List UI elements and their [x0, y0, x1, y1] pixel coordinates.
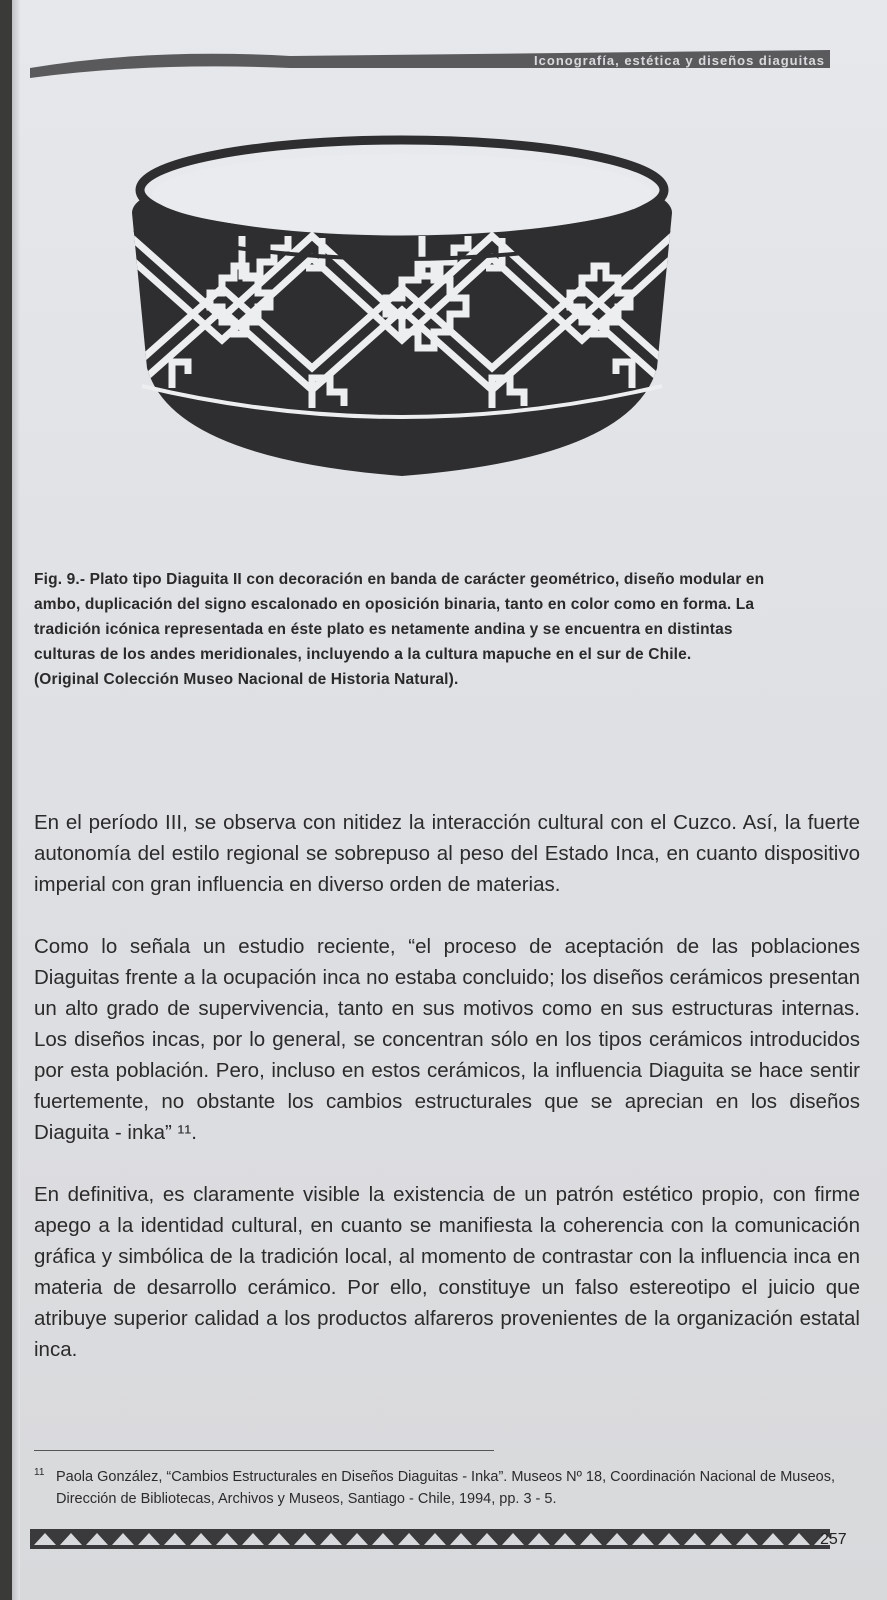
caption-line: culturas de los andes meridionales, incluyendo a la cultura mapuche en el sur de Chile.: [34, 646, 692, 663]
caption-line: ambo, duplicación del signo escalonado en oposición binaria, tanto en color como en forma. La: [34, 596, 755, 613]
caption-line: (Original Colección Museo Nacional de Historia Natural).: [34, 671, 459, 688]
footnote-rule: [34, 1450, 494, 1451]
caption-line: Fig. 9.- Plato tipo Diaguita II con decoración en banda de carácter geométrico, diseño modular en: [34, 571, 765, 588]
footnote-text: Paola González, “Cambios Estructurales en Diseños Diaguitas - Inka”. Museos Nº 18, Coordinación Nacional de Museos, Dirección de Bibliotecas, Archivos y Museos, Santiago - Chile, 1994, pp. 3 - 5.: [56, 1469, 835, 1507]
diaguita-bowl-illustration: [112, 118, 692, 498]
paragraph: En el período III, se observa con nitidez la interacción cultural con el Cuzco. Así, la fuerte autonomía del estilo regional se sobrepuso al peso del Estado Inca, en cuanto dispositivo imperial con gran influencia en diverso orden de materias.: [34, 811, 860, 896]
book-spine-shadow: [12, 0, 20, 1600]
caption-line: tradición icónica representada en éste plato es netamente andina y se encuentra en distintas: [34, 621, 733, 638]
book-page: [12, 0, 887, 1600]
footnote: [34, 1466, 864, 1510]
footnote-marker: 11: [34, 1467, 45, 1478]
figure-caption: [34, 567, 854, 692]
page-number: 257: [820, 1531, 847, 1548]
running-title: Iconografía, estética y diseños diaguitas: [534, 53, 825, 68]
body-text: [34, 807, 860, 1396]
paragraph: Como lo señala un estudio reciente, “el proceso de aceptación de las poblaciones Diaguitas frente a la ocupación inca no estaba concluido; los diseños cerámicos presentan un alto grado de supervivencia, tanto en sus motivos como en sus estructuras internas. Los diseños incas, por lo general, se concentran sólo en los tipos cerámicos introducidos por esta población. Pero, incluso en estos cerámicos, la influencia Diaguita se hace sentir fuertemente, no obstante los cambios estructurales que se aprecian en los diseños Diaguita - inka” ¹¹.: [34, 935, 860, 1144]
paragraph: En definitiva, es claramente visible la existencia de un patrón estético propio, con firme apego a la identidad cultural, en cuanto se manifiesta la coherencia con la comunicación gráfica y simbólica de la tradición local, al momento de contrastar con la influencia inca en materia de desarrollo cerámico. Por ello, constituye un falso estereotipo el juicio que atribuye superior calidad a los productos alfareros provenientes de la organización estatal inca.: [34, 1183, 860, 1361]
decorative-border-band: [30, 1529, 830, 1549]
